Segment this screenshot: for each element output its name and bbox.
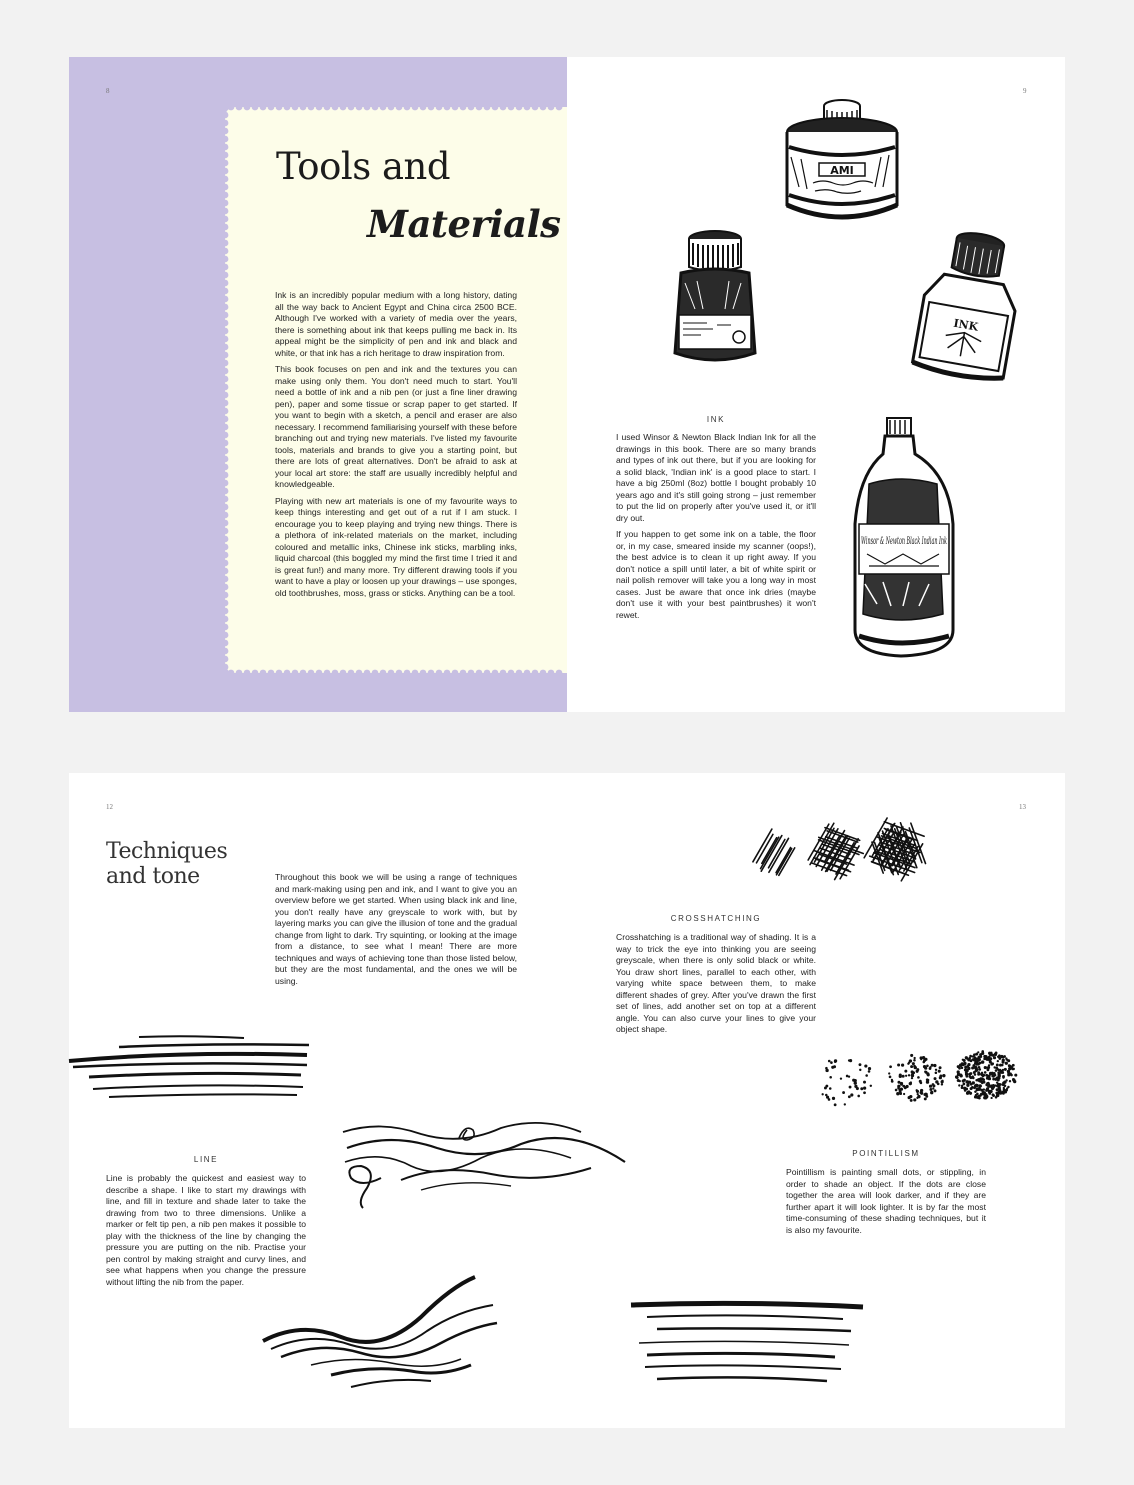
page-number-left: 12 [106,803,113,811]
intro-paragraph-2: This book focuses on pen and ink and the textures you can make using only them. You don't need much to start. You'll need a bottle of ink and a nib pen (or just a fine liner drawing pen), paper and some tissue or scrap paper to get started. If you want to begin with a sketch, a pencil and eraser are also necessary. I recommend familiarising yourself with these before branching out and trying new materials. I've listed my favourite tools, materials and brands to give you a starting point, but there are lots of great alternatives. Don't be afraid to ask at your local art store: the staff are usually incredibly helpful and knowledgeable. [275,364,517,489]
jar-label-ink: INK [952,316,980,334]
spread-techniques-and-tone [69,773,1065,1428]
ami-ink-jar-illustration [781,97,901,227]
wavy-pressure-lines-illustration [261,1271,501,1396]
line-text: Line is probably the quickest and easiest way to describe a shape. I like to start my drawings with line, and fill in texture and shade later to take the drawing from two to three dimensions. Unlike a marker or felt tip pen, a nib pen makes it possible to play with the thickness of the line by changing the pressure you are putting on the nib. Practise your pen control by making straight and curvy lines, and see what happens when you change the pressure without lifting the nib from the paper. [106,1173,306,1287]
jar-label-ami: AMI [830,164,854,177]
bottle-label: Winsor & Newton Black Indian Ink [861,536,947,547]
varying-thickness-lines-illustration [627,1297,867,1387]
intro-paragraph-1: Ink is an incredibly popular medium with a long history, dating all the way back to Ancient Egypt and China circa 2500 BCE. Although I've worked with a variety of media over the years, there is something about ink that keeps pulling me back in. Its appeal might be the simplicity of pen and ink and black and white, or that ink has a rich heritage to draw inspiration from. [275,290,517,358]
straight-line-strokes-illustration [69,1031,314,1101]
crosshatching-heading: CROSSHATCHING [670,914,762,923]
ink-text [616,432,816,626]
section-title-line2: and tone [106,864,200,889]
ink-heading: INK [706,415,726,424]
section-title-line1: Techniques [106,839,228,864]
page-number-left: 8 [106,87,110,95]
spread-tools-and-materials [69,57,1065,712]
crosshatching-sample-illustration [741,813,931,893]
intro-paragraph-3: Playing with new art materials is one of my favourite ways to keep things interesting and get out of a rut if I am stuck. I encourage you to keep playing and trying new things. There is a plethora of ink-related materials on the market, including coloured and metallic inks, Chinese ink sticks, marbling inks, liquid charcoal (this boggled my mind the first time I tried it and is great fun!) and many more. Try different drawing tools if you want to have a play or loosen up your drawings – use sponges, old toothbrushes, moss, grass or sticks. Anything can be a tool. [275,495,517,598]
winsor-newton-bottle-illustration [849,414,959,664]
ink-paragraph-2: If you happen to get some ink on a table, the floor or, in my case, smeared inside my scanner (oops!), the best advice is to clean it up right away. If you don't notice a spill until later, a bit of white spirit or nail polish remover will take you a long way in most cases. Just be aware that once ink dries (maybe don't use it with your best paintbrushes) it won't rewet. [616,529,816,620]
line-heading: LINE [193,1155,219,1164]
winsor-newton-ink-jar-illustration [911,229,1027,385]
pointillism-text: Pointillism is painting small dots, or stippling, in order to shade an object. If the dots are close together the area will look darker, and if they are further apart it will look lighter. It is by far the most time-consuming of these shading techniques, but it is also my favourite. [786,1167,986,1235]
techniques-intro: Throughout this book we will be using a range of techniques and mark-making using pen and ink, and I want to give you an overview before we get started. When using black ink and line, you don't really have any greyscale to work with, but by layering marks you can give the illusion of tone and the gradual change from light to dark. Try squinting, or looking at the image from a distance, to see what I mean! There are more techniques and ways of achieving tone than those listed below, but they are the most fundamental, and the ones we will be using. [275,872,517,986]
page-number-right: 13 [1019,803,1026,811]
section-title [106,839,227,889]
small-ink-jar-illustration [667,227,763,365]
chapter-title-line1: Tools and [276,145,451,188]
intro-text [275,290,517,604]
crosshatching-text: Crosshatching is a traditional way of shading. It is a way to trick the eye into thinking you are seeing greyscale, when there is only solid black or white. You draw short lines, parallel to each other, with varying white space between them, to make different shades of grey. After you've drawn the first set of lines, add another set on top at a different angle. You can also curve your lines to give your object shape. [616,932,816,1034]
pointillism-sample-illustration [814,1045,1024,1120]
curvy-line-strokes-illustration [341,1118,631,1213]
ink-paragraph-1: I used Winsor & Newton Black Indian Ink for all the drawings in this book. There are so many brands and types of ink out there, but if you are looking for a solid black, 'Indian ink' is a good place to start. I have a big 250ml (8oz) bottle I bought probably 10 years ago and it's still going strong – just remember to put the lid on properly after you've used it, or it'll dry out. [616,432,816,523]
pointillism-heading: POINTILLISM [852,1149,920,1158]
chapter-title-line2: Materials [367,202,561,246]
page-number-right: 9 [1023,87,1027,95]
